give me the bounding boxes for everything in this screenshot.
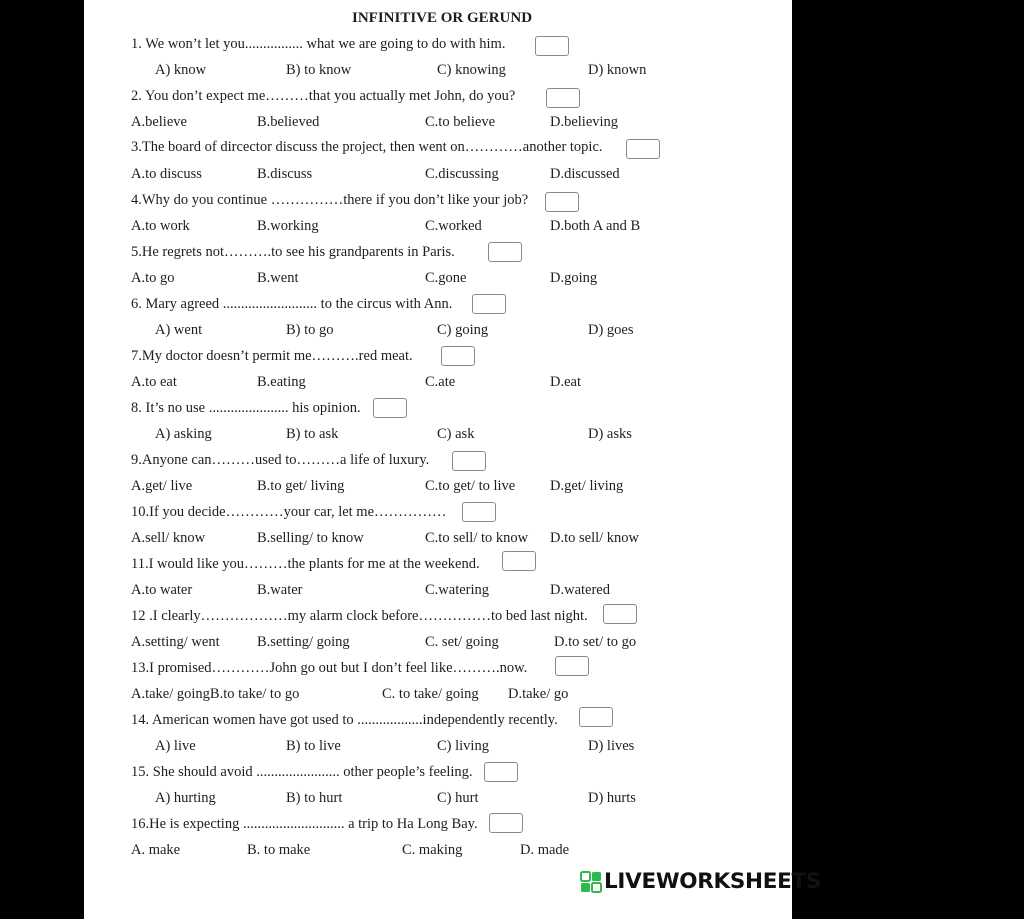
q1-option-a: A) know	[155, 62, 207, 78]
q7-option-a: A.to eat	[131, 374, 177, 390]
q10-option-c: C.to sell/ to know	[425, 530, 529, 546]
q1-option-c: C) knowing	[437, 62, 506, 78]
q6-option-d: D) goes	[588, 322, 634, 338]
question-12: 12 .I clearly………………my alarm clock before……………to bed last night.	[131, 608, 588, 624]
q4-option-c: C.worked	[425, 218, 482, 234]
worksheet-title: INFINITIVE OR GERUND	[352, 10, 533, 26]
question-15: 15. She should avoid ....................... other people’s feeling.	[131, 764, 473, 780]
question-2: 2. You don’t expect me………that you actually met John, do you?	[131, 88, 516, 104]
worksheet-page	[84, 0, 792, 919]
q9-option-b: B.to get/ living	[257, 478, 345, 494]
q14-option-a: A) live	[155, 738, 196, 754]
q7-option-d: D.eat	[550, 374, 581, 390]
answer-box-8[interactable]	[373, 398, 407, 418]
question-9: 9.Anyone can………used to………a life of luxury.	[131, 452, 430, 468]
q7-option-c: C.ate	[425, 374, 456, 390]
answer-box-11[interactable]	[502, 551, 536, 571]
q9-option-c: C.to get/ to live	[425, 478, 516, 494]
answer-box-10[interactable]	[462, 502, 496, 522]
q2-option-a: A.believe	[131, 114, 187, 130]
answer-box-5[interactable]	[488, 242, 522, 262]
liveworksheets-logo	[580, 869, 821, 894]
q10-option-a: A.sell/ know	[131, 530, 206, 546]
question-11: 11.I would like you………the plants for me at the weekend.	[131, 556, 480, 572]
q15-option-a: A) hurting	[155, 790, 216, 806]
q15-option-c: C) hurt	[437, 790, 479, 806]
q14-option-b: B) to live	[286, 738, 341, 754]
question-5: 5.He regrets not……….to see his grandparents in Paris.	[131, 244, 455, 260]
question-16: 16.He is expecting ............................ a trip to Ha Long Bay.	[131, 816, 478, 832]
answer-box-1[interactable]	[535, 36, 569, 56]
q15-option-b: B) to hurt	[286, 790, 343, 806]
q4-option-b: B.working	[257, 218, 319, 234]
answer-box-3[interactable]	[626, 139, 660, 159]
q8-option-c: C) ask	[437, 426, 475, 442]
q5-option-a: A.to go	[131, 270, 175, 286]
q10-option-d: D.to sell/ know	[550, 530, 640, 546]
q1-option-b: B) to know	[286, 62, 352, 78]
q11-option-d: D.watered	[550, 582, 610, 598]
liveworksheets-logo-icon	[580, 871, 602, 893]
q9-option-d: D.get/ living	[550, 478, 624, 494]
q16-option-d: D. made	[520, 842, 570, 858]
answer-box-14[interactable]	[579, 707, 613, 727]
question-14: 14. American women have got used to ..................independently recently.	[131, 712, 558, 728]
question-8: 8. It’s no use ...................... his opinion.	[131, 400, 361, 416]
question-3: 3.The board of dircector discuss the project, then went on…………another topic.	[131, 139, 603, 155]
answer-box-9[interactable]	[452, 451, 486, 471]
q3-option-a: A.to discuss	[131, 166, 202, 182]
q8-option-a: A) asking	[155, 426, 212, 442]
q6-option-b: B) to go	[286, 322, 334, 338]
question-13: 13.I promised…………John go out but I don’t feel like……….now.	[131, 660, 528, 676]
q12-option-d: D.to set/ to go	[554, 634, 637, 650]
q7-option-b: B.eating	[257, 374, 306, 390]
answer-box-13[interactable]	[555, 656, 589, 676]
q6-option-a: A) went	[155, 322, 203, 338]
answer-box-6[interactable]	[472, 294, 506, 314]
answer-box-4[interactable]	[545, 192, 579, 212]
q11-option-a: A.to water	[131, 582, 193, 598]
q5-option-c: C.gone	[425, 270, 467, 286]
q3-option-b: B.discuss	[257, 166, 313, 182]
q11-option-b: B.water	[257, 582, 303, 598]
q2-option-b: B.believed	[257, 114, 320, 130]
q2-option-c: C.to believe	[425, 114, 496, 130]
question-6: 6. Mary agreed .......................... to the circus with Ann.	[131, 296, 453, 312]
question-10: 10.If you decide…………your car, let me……………	[131, 504, 447, 520]
q16-option-b: B. to make	[247, 842, 311, 858]
q8-option-d: D) asks	[588, 426, 632, 442]
q4-option-a: A.to work	[131, 218, 190, 234]
answer-box-2[interactable]	[546, 88, 580, 108]
q15-option-d: D) hurts	[588, 790, 636, 806]
q9-option-a: A.get/ live	[131, 478, 193, 494]
q11-option-c: C.watering	[425, 582, 490, 598]
liveworksheets-logo-text: LIVEWORKSHEETS	[604, 869, 822, 894]
question-4: 4.Why do you continue ……………there if you don’t like your job?	[131, 192, 529, 208]
q2-option-d: D.believing	[550, 114, 619, 130]
q8-option-b: B) to ask	[286, 426, 339, 442]
answer-box-16[interactable]	[489, 813, 523, 833]
question-7: 7.My doctor doesn’t permit me……….red meat.	[131, 348, 413, 364]
q3-option-c: C.discussing	[425, 166, 499, 182]
q14-option-d: D) lives	[588, 738, 635, 754]
q13-option-ab: A.take/ goingB.to take/ to go	[131, 686, 300, 702]
q16-option-c: C. making	[402, 842, 463, 858]
answer-box-15[interactable]	[484, 762, 518, 782]
q4-option-d: D.both A and B	[550, 218, 641, 234]
q14-option-c: C) living	[437, 738, 489, 754]
q12-option-c: C. set/ going	[425, 634, 499, 650]
q1-option-d: D) known	[588, 62, 647, 78]
q12-option-b: B.setting/ going	[257, 634, 350, 650]
question-1: 1. We won’t let you................ what we are going to do with him.	[131, 36, 506, 52]
q13-option-d: D.take/ go	[508, 686, 569, 702]
q13-option-c: C. to take/ going	[382, 686, 479, 702]
q3-option-d: D.discussed	[550, 166, 620, 182]
q16-option-a: A. make	[131, 842, 181, 858]
q10-option-b: B.selling/ to know	[257, 530, 364, 546]
answer-box-7[interactable]	[441, 346, 475, 366]
q5-option-d: D.going	[550, 270, 598, 286]
q6-option-c: C) going	[437, 322, 489, 338]
answer-box-12[interactable]	[603, 604, 637, 624]
q5-option-b: B.went	[257, 270, 299, 286]
q12-option-a: A.setting/ went	[131, 634, 220, 650]
